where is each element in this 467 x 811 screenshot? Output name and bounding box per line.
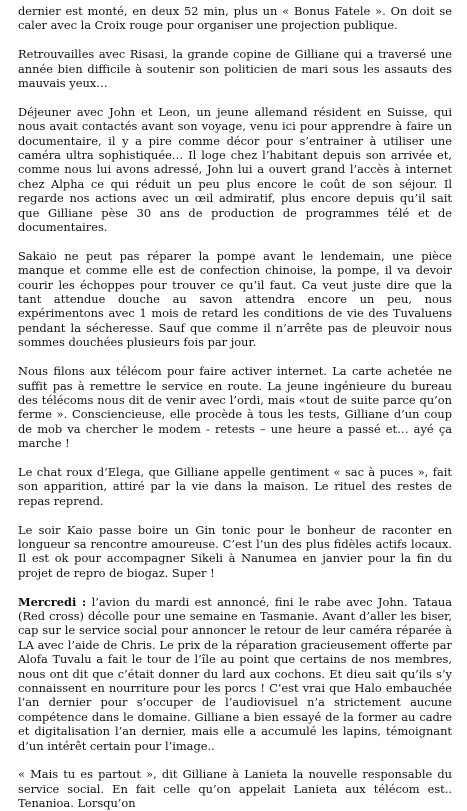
paragraph-4 bbox=[18, 249, 452, 350]
paragraph-text: Sakaio ne peut pas réparer la pompe avant le lendemain, une pièce manque et comme elle est de confection chinoise, la pompe, il va devoir courir les échoppes pour trouver ce qu’il faut. Ca veut juste dire que la tant attendue douche au savon attendra encore un peu, nous expérimentons avec 1 mois de retard les conditions de vie des Tuvaluens pendant la sécheresse. Sauf que comme il n’arrête pas de pleuvoir nous sommes douchées plusieurs fois par jour. bbox=[18, 248, 452, 350]
paragraph-6 bbox=[18, 465, 452, 508]
paragraph-5 bbox=[18, 364, 452, 450]
paragraph-text: Le chat roux d’Elega, que Gilliane appelle gentiment « sac à puces », fait son apparition, attiré par la vie dans la maison. Le rituel des restes de repas reprend. bbox=[18, 464, 452, 508]
paragraph-3 bbox=[18, 105, 452, 235]
paragraph-text: Nous filons aux télécom pour faire activer internet. La carte achetée ne suffit pas à remettre le service en route. La jeune ingénieure du bureau des télécoms nous dit de venir avec l’ordi, mais «tout de suite parce qu’on ferme ». Consciencieuse, elle procède à tous les tests, Gilliane d’un coup de mob va chercher le modem - retests – une heure a passé et… ayé ça marche ! bbox=[18, 364, 452, 451]
paragraph-text: dernier est monté, en deux 52 min, plus un « Bonus Fatele ». On doit se caler avec la Croix rouge pour organiser une projection publique. bbox=[18, 4, 452, 33]
paragraph-text: Déjeuner avec John et Leon, un jeune allemand résident en Suisse, qui nous avait contactés avant son voyage, venu ici pour apprendre à faire un documentaire, il y a pire comme décor pour s’entrainer à utiliser une caméra ultra sophistiquée… Il loge chez l’habitant depuis son arrivée et, comme nous lui avons adressé, John lui a ouvert grand l’accès à internet chez Alpha ce qui réduit un peu plus encore le coût de son séjour. Il regarde nos actions avec un œil admiratif, plus encore depuis qu’il sait que Gilliane pèse 30 ans de production de programmes télé et de documentaires. bbox=[18, 104, 452, 235]
paragraph-2 bbox=[18, 47, 452, 90]
paragraph-text: Le soir Kaio passe boire un Gin tonic pour le bonheur de raconter en longueur sa rencontre amoureuse. C’est l’un des plus fidèles actifs locaux. Il est ok pour accompagner Sikeli à Nanumea en janvier pour la fin du projet de repro de biogaz. Super ! bbox=[18, 522, 452, 580]
paragraph-9 bbox=[18, 767, 452, 810]
paragraph-8 bbox=[18, 595, 452, 753]
paragraph-text: l’avion du mardi est annoncé, fini le rabe avec John. Tataua (Red cross) décolle pour une semaine en Tasmanie. Avant d’aller les biser, cap sur le service social pour annoncer le retour de leur caméra réparée à LA avec l’aide de Chris. Le prix de la réparation gracieusement offerte par Alofa Tuvalu a fait le tour de l’île au point que certains de nos membres, nous ont dit que c’était donner du lard aux cochons. Et dieu sait qu’ils s’y connaissent en nourriture pour les porcs ! C’est vrai que Halo embauchée l’an dernier pour s’occuper de l’audiovisuel n’a strictement aucune compétence dans le domaine. Gilliane a bien essayé de la former au cadre et digitalisation l’an dernier, mais elle a accumulé les lapins, témoignant d’un intérêt certain pour l’image.. bbox=[18, 594, 452, 753]
paragraph-text: « Mais tu es partout », dit Gilliane à Lanieta la nouvelle responsable du service social. En fait celle qu’on appelait Lanieta aux télécom est.. Tenanioa. Lorsqu’on bbox=[18, 767, 452, 811]
paragraph-7 bbox=[18, 523, 452, 581]
paragraph-text: Retrouvailles avec Risasi, la grande copine de Gilliane qui a traversé une année bien difficile à soutenir son politicien de mari sous les assauts des mauvais yeux… bbox=[18, 47, 452, 91]
day-heading: Mercredi : bbox=[18, 594, 87, 609]
document-page bbox=[18, 4, 452, 811]
paragraph-1 bbox=[18, 4, 452, 33]
